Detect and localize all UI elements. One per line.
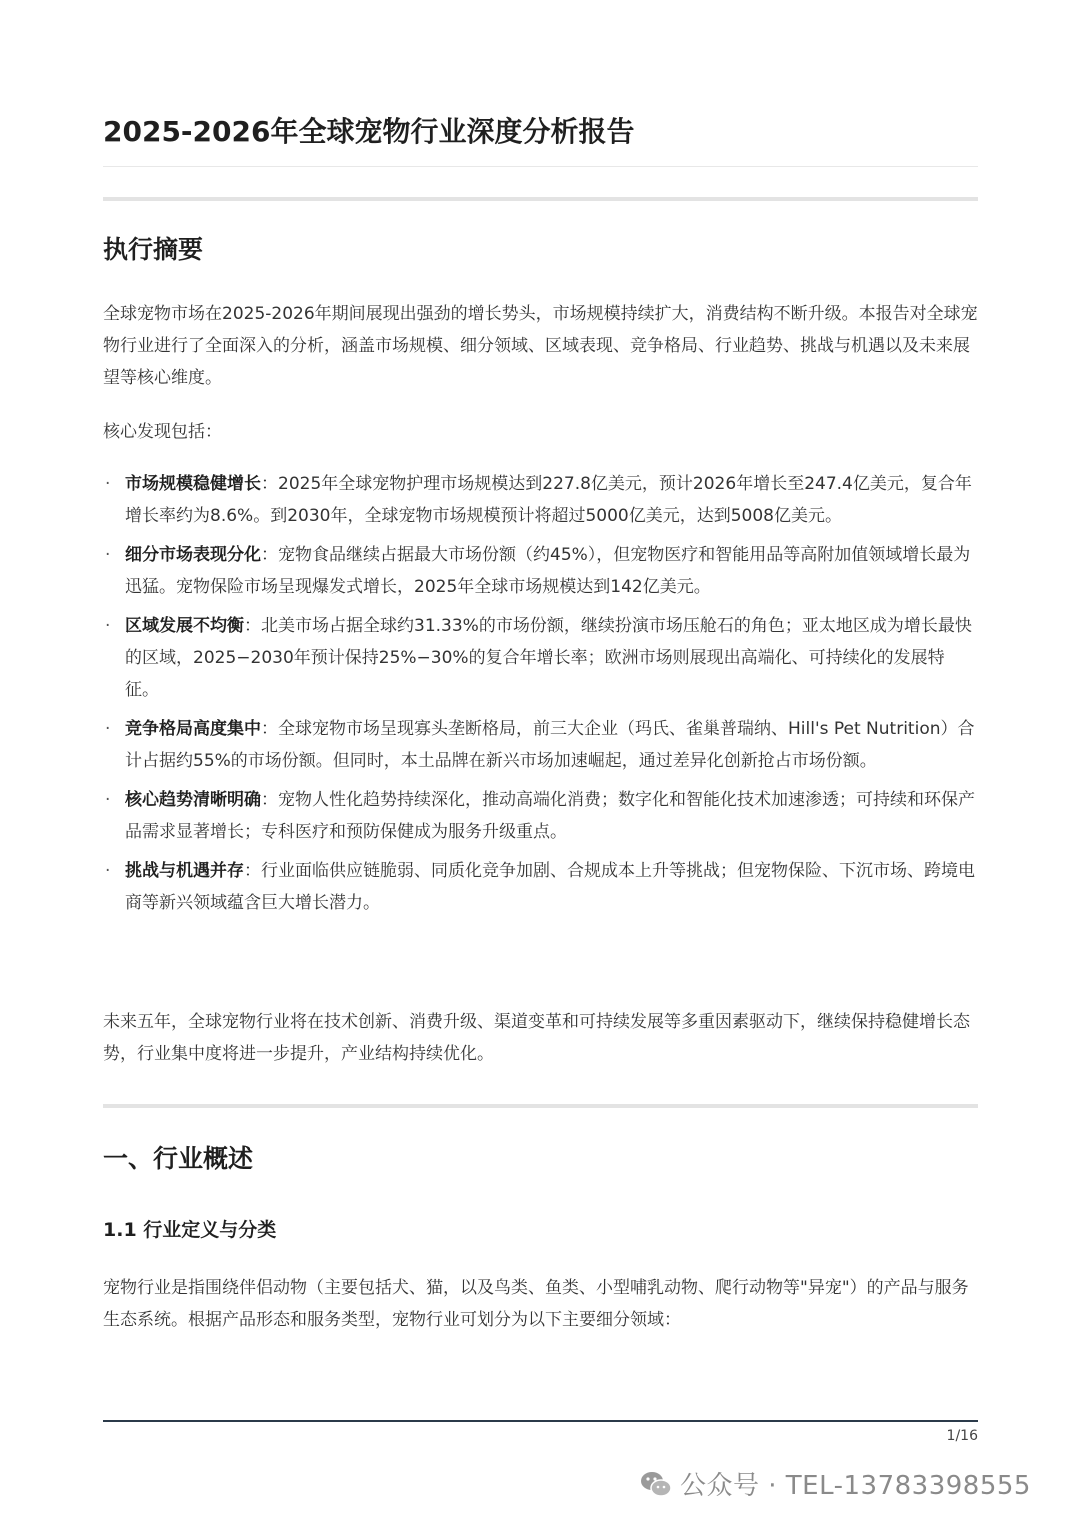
list-item: · 挑战与机遇并存：行业面临供应链脆弱、同质化竞争加剧、合规成本上升等挑战；但宠物保险、下沉市场、跨境电商等新兴领域蕴含巨大增长潜力。 — [103, 855, 978, 919]
document-title: 2025-2026年全球宠物行业深度分析报告 — [103, 112, 978, 167]
findings-label: 核心发现包括： — [103, 422, 222, 442]
section1-subheading: 1.1 行业定义与分类 — [103, 1219, 277, 1241]
footer-rule — [103, 1420, 978, 1422]
list-item: · 核心趋势清晰明确：宠物人性化趋势持续深化，推动高端化消费；数字化和智能化技术加速渗透；可持续和环保产品需求显著增长；专科医疗和预防保健成为服务升级重点。 — [103, 784, 978, 848]
list-item: · 区域发展不均衡：北美市场占据全球约31.33%的市场份额，继续扮演市场压舱石的角色；亚太地区成为增长最快的区域，2025−2030年预计保持25%−30%的复合年增长率；欧洲市场则展现出高端化、可持续化的发展特征。 — [103, 610, 978, 706]
list-item: · 市场规模稳健增长：2025年全球宠物护理市场规模达到227.8亿美元，预计2026年增长至247.4亿美元，复合年增长率约为8.6%。到2030年，全球宠物市场规模预计将超过5000亿美元，达到5008亿美元。 — [103, 468, 978, 532]
bullet-icon: · — [105, 861, 111, 881]
wechat-icon — [640, 1469, 672, 1499]
section1-body: 宠物行业是指围绕伴侣动物（主要包括犬、猫，以及鸟类、鱼类、小型哺乳动物、爬行动物等"异宠"）的产品与服务生态系统。根据产品形态和服务类型，宠物行业可划分为以下主要细分领域： — [103, 1278, 969, 1330]
list-item: · 细分市场表现分化：宠物食品继续占据最大市场份额（约45%），但宠物医疗和智能用品等高附加值领域增长最为迅猛。宠物保险市场呈现爆发式增长，2025年全球市场规模达到142亿美元。 — [103, 539, 978, 603]
exec-summary-intro: 全球宠物市场在2025-2026年期间展现出强劲的增长势头，市场规模持续扩大，消费结构不断升级。本报告对全球宠物行业进行了全面深入的分析，涵盖市场规模、细分领域、区域表现、竞争格局、行业趋势、挑战与机遇以及未来展望等核心维度。 — [103, 304, 978, 388]
list-item: · 竞争格局高度集中：全球宠物市场呈现寡头垄断格局，前三大企业（玛氏、雀巢普瑞纳、Hill's Pet Nutrition）合计占据约55%的市场份额。但同时，本土品牌在新兴市场加速崛起，通过差异化创新抢占市场份额。 — [103, 713, 978, 777]
bullet-icon: · — [105, 545, 111, 565]
bullet-icon: · — [105, 474, 111, 494]
bullet-icon: · — [105, 790, 111, 810]
exec-summary-heading: 执行摘要 — [103, 235, 204, 264]
bullet-icon: · — [105, 719, 111, 739]
page-number: 1/16 — [946, 1428, 978, 1444]
watermark — [640, 1465, 1031, 1502]
bullet-icon: · — [105, 616, 111, 636]
section-divider — [103, 1104, 978, 1108]
findings-list — [103, 468, 978, 926]
section-divider — [103, 197, 978, 201]
watermark-text: 公众号 · TEL-13783398555 — [680, 1471, 1031, 1501]
outlook-paragraph: 未来五年，全球宠物行业将在技术创新、消费升级、渠道变革和可持续发展等多重因素驱动下，继续保持稳健增长态势，行业集中度将进一步提升，产业结构持续优化。 — [103, 1012, 970, 1064]
section1-heading: 一、行业概述 — [103, 1144, 254, 1173]
